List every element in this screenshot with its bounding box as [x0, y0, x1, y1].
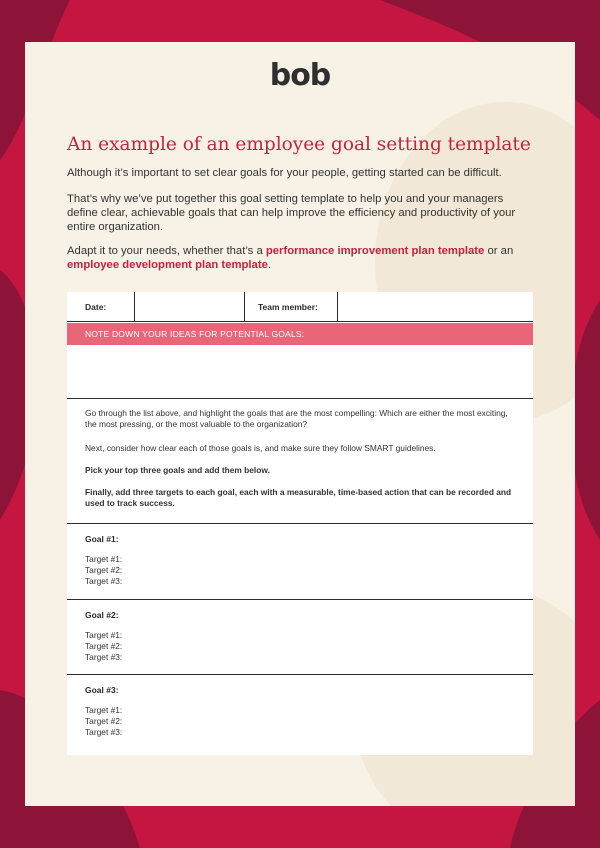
goal-3-section[interactable] — [85, 685, 385, 738]
team-member-field[interactable] — [338, 292, 533, 322]
date-label: Date: — [85, 302, 107, 312]
divider — [67, 674, 533, 675]
intro-text: . — [267, 259, 272, 271]
performance-plan-link[interactable]: performance improvement plan template — [265, 245, 485, 257]
intro-paragraph-2: That’s why we’ve put together this goal setting template to help you and your managers define clear, achievable goals that can help improve the efficiency and productivity of your entire organization. — [67, 193, 516, 233]
goal-3-target-3: Target #3: — [85, 727, 123, 737]
goal-1-section[interactable] — [85, 534, 385, 587]
divider — [67, 523, 533, 524]
ideas-header: NOTE DOWN YOUR IDEAS FOR POTENTIAL GOALS: — [67, 323, 533, 345]
intro-paragraph-3 — [67, 244, 537, 272]
intro-text: or an — [484, 245, 514, 257]
intro-text: Adapt it to your needs, whether that’s a — [67, 245, 266, 257]
goal-2-section[interactable] — [85, 610, 385, 663]
page-title: An example of an employee goal setting template — [67, 134, 531, 155]
goal-1-target-1: Target #1: — [85, 554, 123, 564]
divider — [244, 292, 245, 322]
divider — [67, 398, 533, 399]
instruction-step-3: Pick your top three goals and add them below. — [85, 465, 270, 475]
goal-3-title: Goal #3: — [85, 685, 119, 695]
goal-1-target-2: Target #2: — [85, 565, 123, 575]
instruction-step-4: Finally, add three targets to each goal, each with a measurable, time-based action that can be recorded and used to track success. — [85, 487, 512, 508]
team-member-label: Team member: — [258, 302, 318, 312]
goal-2-title: Goal #2: — [85, 610, 119, 620]
date-team-row — [67, 292, 533, 322]
goal-1-title: Goal #1: — [85, 534, 119, 544]
divider — [67, 599, 533, 600]
bob-logo: bob — [269, 58, 331, 93]
intro-paragraph-1: Although it’s important to set clear goals for your people, getting started can be difficult. — [67, 167, 502, 179]
date-field[interactable] — [135, 292, 244, 322]
ideas-field[interactable] — [67, 345, 533, 398]
document-page — [25, 42, 575, 806]
goal-3-target-1: Target #1: — [85, 705, 123, 715]
goal-3-target-2: Target #2: — [85, 716, 123, 726]
development-plan-link[interactable]: employee development plan template — [67, 259, 268, 271]
instruction-step-2: Next, consider how clear each of those goals is, and make sure they follow SMART guidelines. — [85, 443, 436, 453]
goal-2-target-3: Target #3: — [85, 652, 123, 662]
instruction-step-1: Go through the list above, and highlight the goals that are the most compelling: Which are either the most exciting, the most pressing, or the most valuable to the organization? — [85, 408, 508, 429]
goal-1-target-3: Target #3: — [85, 576, 123, 586]
goal-2-target-1: Target #1: — [85, 630, 123, 640]
goal-2-target-2: Target #2: — [85, 641, 123, 651]
goal-setting-form — [67, 292, 533, 755]
